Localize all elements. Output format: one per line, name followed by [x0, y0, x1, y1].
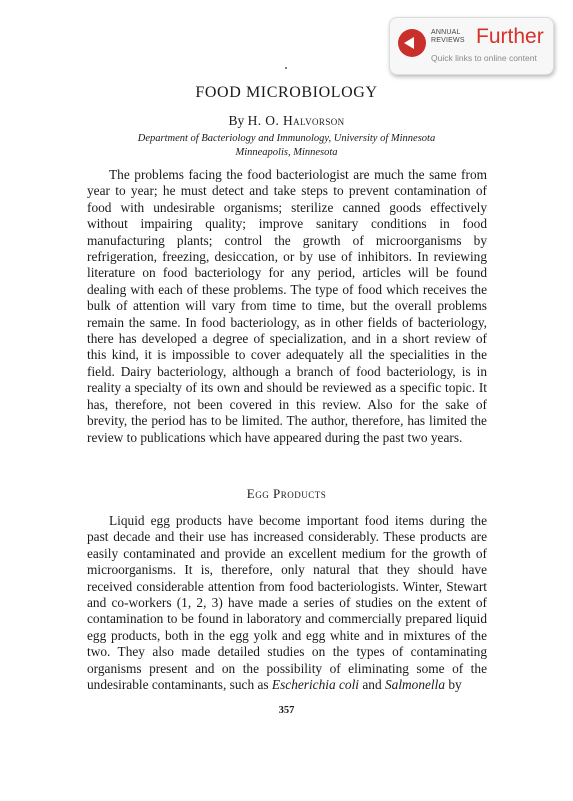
further-label: Further [476, 25, 544, 48]
author-name: H. O. Halvorson [247, 113, 345, 128]
intro-paragraph-text: The problems facing the food bacteriologist are much the same from year to year; he must detect and take steps to prevent contamination of food with undesirable organisms; sterilize canned goods effectively without impairing quality; improve sanitary conditions in food manufacturing plants; control the growth of microorganisms by refrigeration, freezing, desiccation, or by use of inhibitors. In reviewing literature on food bacteriology for any period, articles will be found dealing with each of these problems. The type of food which receives the bulk of attention will vary from time to time, but the overall problems remain the same. In food bacteriology, as in other fields of bacteriology, there has developed a degree of specialization, and in a short review of this kind, it is impossible to cover adequately all the specialities in the field. Dairy bacteriology, although a branch of food bacteriology, is in reality a specialty of its own and should be reviewed as a specific topic. It has, therefore, not been covered in this review. Also for the sake of brevity, the period has to be limited. The author, therefore, has limited the review to publications which have appeared during the past two years. [87, 167, 487, 445]
egg-paragraph-end: by [445, 677, 462, 693]
organism-name-2: Salmonella [384, 677, 446, 693]
article-title: FOOD MICROBIOLOGY [195, 84, 378, 101]
organism-name-1: Escherichia coli [271, 677, 360, 693]
publisher-name [431, 29, 465, 45]
affiliation-line-2: Minneapolis, Minnesota [235, 147, 338, 158]
section-heading: Egg Products [246, 486, 327, 501]
egg-products-paragraph [87, 513, 487, 693]
conjunction: and [359, 677, 385, 693]
further-badge[interactable] [389, 17, 554, 75]
intro-paragraph [87, 167, 487, 446]
byline [0, 113, 573, 129]
further-sublabel: Quick links to online content [431, 53, 537, 63]
publisher-line-1: ANNUAL [431, 29, 461, 36]
publisher-line-2: REVIEWS [431, 37, 465, 44]
header-dot [285, 67, 287, 69]
byline-prefix: By [228, 113, 245, 128]
affiliation-line-1: Department of Bacteriology and Immunology, University of Minnesota [137, 133, 436, 144]
egg-paragraph-line [87, 513, 487, 693]
page-number: 357 [278, 705, 295, 716]
affiliation [0, 132, 573, 160]
egg-paragraph-text: Liquid egg products have become important food items during the past decade and their use has increased considerably. These products are easily contaminated and provide an excellent medium for the growth of microorganisms. It is, therefore, only natural that they should have received considerable attention from food bacteriologists. Winter, Stewart and co-workers (1, 2, 3) have made a series of studies on the extent of contamination to be found in laboratory and commercially prepared liquid egg products, both in the egg yolk and egg white and in mixtures of the two. They also made detailed studies on the types of contaminating organisms present and on the possibility of eliminating some of the undesirable contaminants, such as [87, 513, 487, 693]
annual-reviews-logo-icon [398, 29, 426, 57]
